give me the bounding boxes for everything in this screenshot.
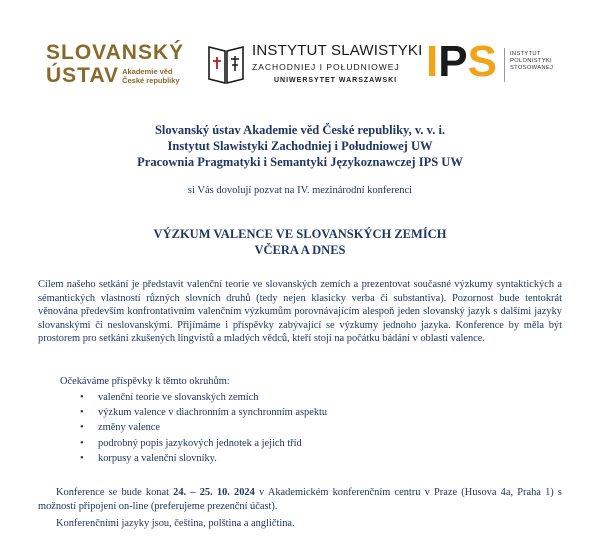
conference-title-line2: VČERA A DNES: [254, 243, 346, 257]
list-item: [80, 420, 327, 435]
topic-text: korpusy a valenční slovníky.: [98, 452, 217, 464]
intro-paragraph: Cílem našeho setkání je představit valenční teorie ve slovanských zemích a prezentovat současné výzkumy syntaktických a sémantických vlastností různých slovních druhů (tedy nejen klasicky verba či substantiva). Pozornost bude tentokrát věnována především konfrontativním valenčním výzkumům porovnávajícím alespoň jeden slovanský jazyk s dalšími jazyky slovanskými či neslovanskými. Přijímáme i příspěvky zabývající se výzkumy jednoho jazyka. Konference by měla být prostorem pro setkání zkušených lingvistů a mladých vědců, kteří stojí na počátku bádání v oblasti valence.: [38, 279, 562, 345]
bullet-icon: •: [80, 407, 84, 419]
list-item: [80, 390, 327, 405]
topics-intro: Očekáváme příspěvky k těmto okruhům:: [60, 376, 230, 387]
instytut-logo-line3: UNIWERSYTET WARSZAWSKI: [274, 77, 398, 84]
invitation-line: si Vás dovolují pozvat na IV. mezinárodní konferenci: [187, 185, 413, 196]
list-item: [80, 436, 327, 451]
list-item: [80, 405, 327, 420]
bullet-icon: •: [80, 437, 84, 449]
bullet-icon: •: [80, 392, 84, 403]
topic-text: výzkum valence v diachronním a synchronním aspektu: [98, 407, 328, 419]
ips-logo-sub3: STOSOWANEJ: [510, 65, 554, 71]
topic-text: podrobný popis jazykových jednotek a jejich tříd: [98, 437, 302, 449]
ips-logo-sub1: INSTYTUT: [510, 51, 541, 57]
instytut-logo-line1: INSTYTUT SLAWISTYKI: [252, 42, 423, 59]
ips-logo-divider: [504, 48, 505, 82]
conference-title: [0, 226, 600, 258]
venue-text-after: v Akademickém konferenčním centru v Praze (Husova 4a, Praha 1) s možností připojení on-line (preferujeme prezenční účast).: [38, 487, 562, 512]
topic-text: valenční teorie ve slovanských zemích: [98, 392, 259, 403]
bullet-icon: •: [80, 452, 84, 464]
su-logo-line1: SLOVANSKÝ: [46, 41, 185, 64]
logo-bar: [0, 38, 600, 98]
conference-title-line1: VÝZKUM VALENCE VE SLOVANSKÝCH ZEMÍCH: [153, 227, 447, 241]
ips-letter-p: P: [438, 37, 468, 86]
book-emblem-icon: [206, 43, 246, 87]
venue-paragraph: [38, 486, 562, 513]
topic-text: změny valence: [98, 422, 161, 434]
ips-logo: [426, 37, 554, 86]
languages-paragraph: Konferenčními jazyky jsou, čeština, polština a angličtina.: [56, 518, 295, 529]
ips-logo-sub2: POLONISTYKI: [510, 58, 552, 64]
conference-date: 24. – 25. 10. 2024: [173, 487, 255, 498]
venue-text-before: Konference se bude konat: [56, 487, 174, 498]
slovansky-ustav-logo: [46, 42, 184, 87]
ips-letter-s: S: [467, 37, 497, 86]
su-logo-line2: ÚSTAV: [46, 64, 120, 87]
instytut-logo-line2: ZACHODNIEJ I POŁUDNIOWEJ: [252, 62, 400, 72]
organizer-2: Instytut Slawistyki Zachodniej i Południowej UW: [167, 139, 433, 153]
bullet-icon: •: [80, 422, 84, 434]
ips-letter-i: I: [426, 37, 439, 86]
organizer-1: Slovanský ústav Akademie věd České republiky, v. v. i.: [154, 123, 446, 137]
organizers-block: [0, 122, 600, 170]
su-logo-sub1: Akademie věd: [122, 67, 173, 76]
topics-list: [80, 390, 327, 466]
list-item: [80, 451, 327, 466]
organizer-3: Pracownia Pragmatyki i Semantyki Językoznawczej IPS UW: [137, 155, 463, 169]
su-logo-sub2: České republiky: [122, 75, 180, 85]
